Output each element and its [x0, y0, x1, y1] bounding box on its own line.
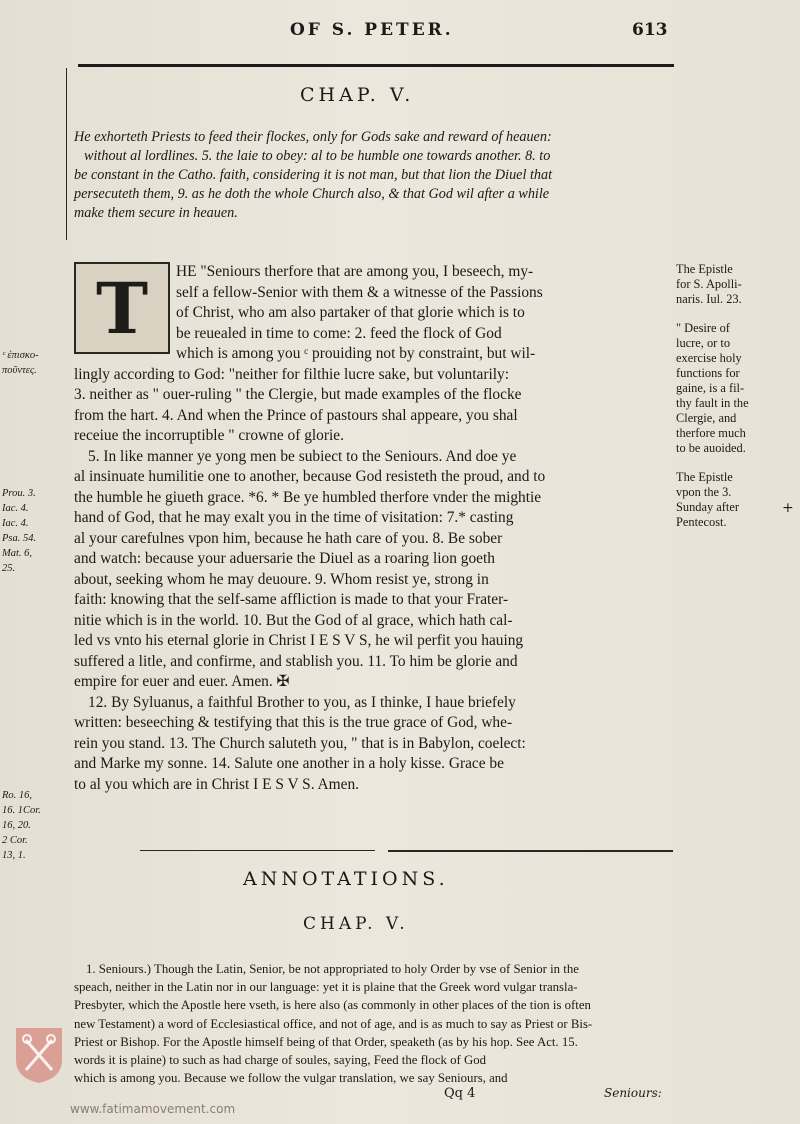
note-line: Sunday after [676, 500, 739, 514]
text-line: HE "Seniours therfore that are among you, I beseech, my- [176, 263, 534, 280]
running-header: OF S. PETER. [290, 20, 454, 40]
text-line: from the hart. 4. And when the Prince of pastours shal appeare, you shal [74, 406, 518, 424]
note-line: Ro. 16, [2, 790, 33, 801]
note-line: The Epistle [676, 470, 733, 484]
text-line: written: beseeching & testifying that this is the true grace of God, whe- [74, 714, 513, 731]
note-line: ποῦντες. [2, 365, 37, 376]
margin-note [676, 321, 798, 456]
text-line: and watch: because your aduersarie the Diuel as a roaring lion goeth [74, 550, 495, 567]
section-rule-right [388, 850, 673, 852]
note-line: for S. Apolli- [676, 277, 742, 291]
scripture-text [74, 262, 674, 795]
page-number: 613 [632, 20, 668, 40]
left-margin-references [2, 788, 66, 863]
text-line: faith: knowing that the self-same affliction is made to that your Frater- [74, 591, 509, 608]
annotations-heading: ANNOTATIONS. [243, 868, 449, 890]
annotation-line: Presbyter, which the Apostle here vseth, is here also (as commonly in other places of the tion is often [74, 998, 591, 1013]
note-line: Iac. 4. [2, 503, 29, 514]
chapter-heading: CHAP. V. [300, 84, 415, 106]
text-line: empire for euer and euer. Amen. ✠ [74, 673, 290, 690]
annotations-text [74, 960, 774, 1087]
text-line: al insinuate humilitie one to another, because God resisteth the proud, and to [74, 468, 546, 485]
section-rule-left [140, 850, 375, 851]
text-line: and Marke my sonne. 14. Salute one another in a holy kisse. Grace be [74, 755, 504, 772]
note-line: exercise holy [676, 351, 742, 365]
note-line: to be auoided. [676, 441, 746, 455]
text-line: al your carefulnes vpon him, because he hath care of you. 8. Be sober [74, 529, 503, 547]
note-line: Prou. 3. [2, 488, 36, 499]
papal-keys-crest-icon [14, 1026, 64, 1084]
header-rule [78, 64, 674, 67]
note-line: 16, 20. [2, 820, 31, 831]
right-margin-notes [676, 262, 798, 530]
note-line: gaine, is a fil- [676, 381, 745, 395]
argument-line: He exhorteth Priests to feed their flockes, only for Gods sake and reward of heauen: [74, 129, 552, 145]
note-line: thy fault in the [676, 396, 749, 410]
text-line: 3. neither as " ouer-ruling " the Clergie, but made examples of the flocke [74, 386, 522, 403]
signature-mark: Qq 4 [444, 1086, 476, 1101]
argument-line: make them secure in heauen. [74, 205, 238, 221]
note-line: 2 Cor. [2, 835, 28, 846]
note-line: vpon the 3. [676, 485, 732, 499]
margin-note [676, 470, 798, 530]
left-margin-greek-note [2, 348, 66, 378]
text-line: 5. In like manner ye yong men be subiect to the Seniours. And doe ye [88, 447, 517, 465]
argument-line: be constant in the Catho. faith, considering it is not man, but that lion the Diuel that [74, 167, 553, 183]
note-line: 16. 1Cor. [2, 805, 41, 816]
argument-side-rule [66, 68, 67, 240]
text-line: hand of God, that he may exalt you in the time of visitation: 7.* casting [74, 509, 514, 526]
text-line: lingly according to God: "neither for filthie lucre sake, but voluntarily: [74, 365, 509, 383]
text-line: receiue the incorruptible " crowne of glorie. [74, 427, 344, 444]
argument-line: persecuteth them, 9. as he doth the whole Church also, & that God wil after a while [74, 186, 550, 202]
left-margin-references [2, 486, 66, 576]
annotation-line: Priest or Bishop. For the Apostle himself being of that Order, speaketh (as by his hop. See Act. 15. [74, 1034, 578, 1049]
note-line: Psa. 54. [2, 533, 37, 544]
text-line: rein you stand. 13. The Church saluteth you, " that is in Babylon, coelect: [74, 734, 526, 752]
annotation-line: speach, neither in the Latin nor in our language: yet it is plaine that the Greek word vulgar transla- [74, 980, 578, 995]
chapter-argument [74, 128, 670, 223]
text-line: suffered a litle, and confirme, and stablish you. 11. To him be glorie and [74, 652, 518, 670]
initial-letter: T [95, 266, 149, 350]
text-line: which is among you ᶜ prouiding not by constraint, but wil- [176, 345, 536, 362]
text-line: nitie which is in the world. 10. But the God of al grace, which hath cal- [74, 611, 513, 629]
text-line: led vs vnto his eternal glorie in Christ I E S V S, he wil perfit you hauing [74, 632, 524, 649]
note-line: Iac. 4. [2, 518, 29, 529]
annotation-line: 1. Seniours.) Though the Latin, Senior, be not appropriated to holy Order by vse of Senior in the [86, 962, 579, 976]
note-line: The Epistle [676, 262, 733, 276]
text-line: 12. By Syluanus, a faithful Brother to you, as I thinke, I haue briefely [88, 693, 516, 711]
note-line: ᶜ ἐπισκο- [2, 350, 39, 361]
annotations-chapter-heading: CHAP. V. [303, 914, 409, 934]
annotation-line: words it is plaine) to such as had charge of soules, saying, Feed the flock of God [74, 1053, 487, 1068]
note-line: 13, 1. [2, 850, 26, 861]
note-line: " Desire of [676, 321, 730, 335]
margin-note [676, 262, 798, 307]
text-line: to al you which are in Christ I E S V S. Amen. [74, 775, 359, 793]
note-line: Clergie, and [676, 411, 737, 425]
annotation-line: which is among you. Because we follow the vulgar translation, we say Seniours, and [74, 1071, 508, 1086]
note-line: therfore much [676, 426, 746, 440]
text-line: be reuealed in time to come: 2. feed the flock of God [176, 324, 502, 342]
text-line: self a fellow-Senior with them & a witnesse of the Passions [176, 283, 543, 301]
note-line: naris. Iul. 23. [676, 292, 742, 306]
note-line: Pentecost. [676, 515, 727, 529]
annotation-line: new Testament) a word of Ecclesiastical office, and not of age, and is as much to say as Priest or Bis- [74, 1016, 593, 1031]
note-line: functions for [676, 366, 740, 380]
text-line: about, seeking whom he may deuoure. 9. Whom resist ye, strong in [74, 570, 489, 588]
text-line: the humble he giueth grace. *6. * Be ye humbled therfore vnder the mightie [74, 488, 542, 506]
note-line: 25. [2, 563, 16, 574]
watermark-url[interactable]: www.fatimamovement.com [70, 1102, 236, 1116]
margin-plus-mark: + [782, 500, 794, 516]
argument-line: without al lordlines. 5. the laie to obey: al to be humble one towards another. 8. to [84, 148, 551, 164]
note-line: Mat. 6, [2, 548, 33, 559]
catchword: Seniours: [604, 1086, 662, 1100]
text-line: of Christ, who am also partaker of that glorie which is to [176, 304, 525, 321]
note-line: lucre, or to [676, 336, 731, 350]
